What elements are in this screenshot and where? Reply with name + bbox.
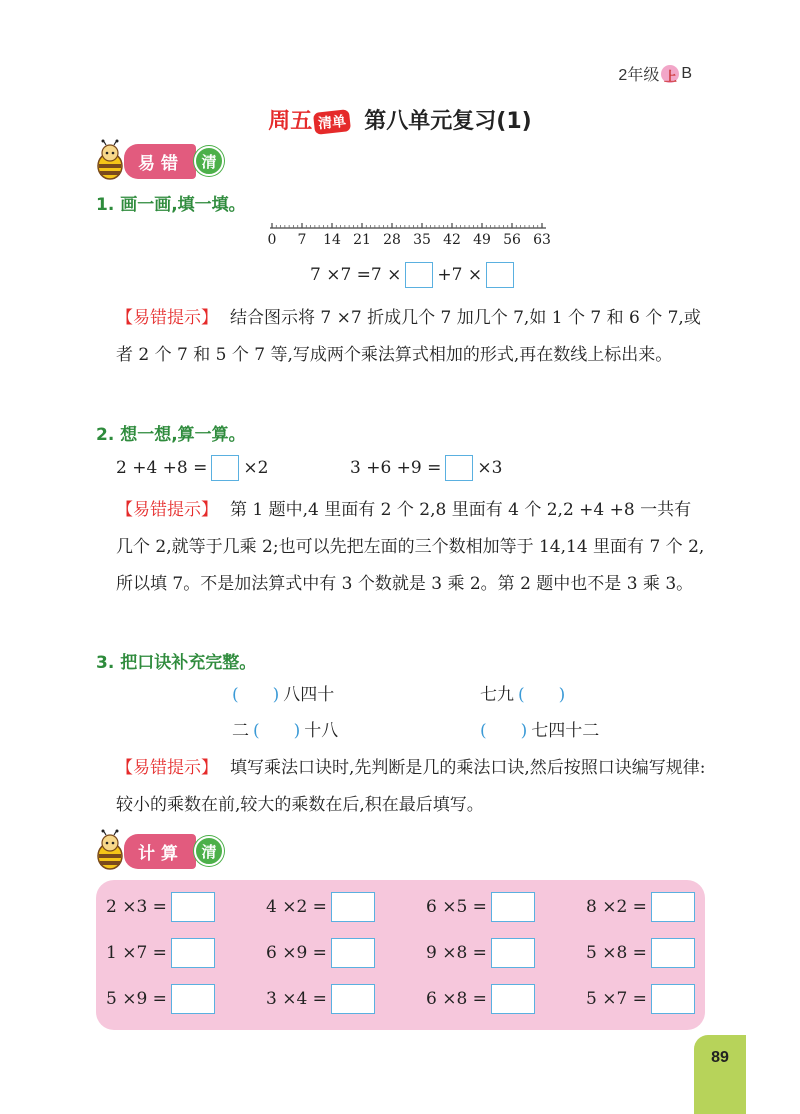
- section-tag-calc: [92, 830, 224, 872]
- equation-mid: +7 ×: [437, 265, 483, 285]
- calc-expression: 6 ×8 =: [426, 989, 487, 1009]
- rhyme-text: 八四十: [283, 685, 335, 705]
- calc-expression: 6 ×5 =: [426, 897, 487, 917]
- answer-box[interactable]: [445, 455, 473, 481]
- bee-icon: [92, 830, 128, 872]
- page-title: [0, 104, 800, 135]
- answer-box[interactable]: [211, 455, 239, 481]
- calc-item: [426, 984, 535, 1014]
- question-2-eq2: [350, 455, 502, 481]
- calc-expression: 1 ×7 =: [106, 943, 167, 963]
- calc-expression: 8 ×2 =: [586, 897, 647, 917]
- section-tag-errors: [92, 140, 224, 182]
- rhyme-item-3: [232, 716, 338, 741]
- calc-expression: 4 ×2 =: [266, 897, 327, 917]
- section-tag-label: 计算: [124, 834, 196, 869]
- rhyme-blank[interactable]: ( ): [232, 685, 280, 705]
- calc-item: [106, 984, 215, 1014]
- bee-icon: [92, 140, 128, 182]
- grade-suffix: B: [681, 64, 692, 82]
- question-3-tip: [116, 750, 706, 824]
- rhyme-item-4: [480, 716, 599, 741]
- question-1-equation: [310, 262, 514, 288]
- answer-box[interactable]: [331, 938, 375, 968]
- answer-box[interactable]: [171, 892, 215, 922]
- number-line-label: 14: [323, 232, 341, 248]
- number-line-label: 28: [383, 232, 401, 248]
- calc-item: [586, 984, 695, 1014]
- tip-text: 填写乘法口诀时,先判断是几的乘法口诀,然后按照口诀编写规律:较小的乘数在前,较大的乘数在后,积在最后填写。: [116, 758, 706, 815]
- number-line-label: 56: [503, 232, 521, 248]
- calc-expression: 6 ×9 =: [266, 943, 327, 963]
- calc-item: [266, 984, 375, 1014]
- grade-label: [618, 62, 692, 85]
- calc-item: [266, 892, 375, 922]
- eq-left: 3 +6 +9 =: [350, 458, 442, 478]
- calc-item: [106, 892, 215, 922]
- question-1-tip: [116, 300, 706, 374]
- number-line-label: 0: [267, 232, 277, 248]
- calculation-panel: [96, 880, 705, 1030]
- grade-prefix: 2年级: [618, 67, 660, 84]
- tip-text: 第 1 题中,4 里面有 2 个 2,8 里面有 4 个 2,2 +4 +8 一共有几个 2,就等于几乘 2;也可以先把左面的三个数相加等于 14,14 里面有 7 个 2,所以填 7。不是加法算式中有 3 个数就是 3 乘 2。第 2 题中也不是 3 乘 3。: [116, 500, 705, 594]
- rhyme-blank[interactable]: ( ): [480, 721, 528, 741]
- calc-expression: 5 ×8 =: [586, 943, 647, 963]
- answer-box[interactable]: [491, 892, 535, 922]
- calc-expression: 9 ×8 =: [426, 943, 487, 963]
- section-tag-circle: 清: [194, 146, 224, 176]
- answer-box[interactable]: [651, 892, 695, 922]
- calc-item: [426, 892, 535, 922]
- calc-expression: 5 ×9 =: [106, 989, 167, 1009]
- answer-box[interactable]: [171, 984, 215, 1014]
- number-line-label: 21: [353, 232, 371, 248]
- rhyme-text: 七四十二: [531, 721, 600, 741]
- answer-box[interactable]: [405, 262, 433, 288]
- answer-box[interactable]: [491, 984, 535, 1014]
- calc-item: [586, 938, 695, 968]
- answer-box[interactable]: [651, 984, 695, 1014]
- calc-expression: 2 ×3 =: [106, 897, 167, 917]
- calc-expression: 5 ×7 =: [586, 989, 647, 1009]
- rhyme-blank[interactable]: ( ): [518, 685, 566, 705]
- answer-box[interactable]: [491, 938, 535, 968]
- tip-label: 【易错提示】: [116, 500, 218, 520]
- question-2-tip: [116, 492, 706, 603]
- eq-left: 2 +4 +8 =: [116, 458, 208, 478]
- answer-box[interactable]: [651, 938, 695, 968]
- calc-item: [426, 938, 535, 968]
- rhyme-item-1: [232, 680, 334, 705]
- calc-item: [266, 938, 375, 968]
- number-line-label: 63: [533, 232, 551, 248]
- number-line-label: 49: [473, 232, 491, 248]
- tip-label: 【易错提示】: [116, 758, 218, 778]
- calc-item: [106, 938, 215, 968]
- number-line-label: 7: [297, 232, 307, 248]
- title-main: 第八单元复习(1): [364, 109, 532, 134]
- answer-box[interactable]: [171, 938, 215, 968]
- answer-box[interactable]: [331, 892, 375, 922]
- number-line-label: 35: [413, 232, 431, 248]
- number-line: [267, 222, 551, 252]
- rhyme-text: 十八: [304, 721, 339, 741]
- section-tag-label: 易错: [124, 144, 196, 179]
- rhyme-text: 七九: [480, 685, 514, 705]
- question-3-title: 3. 把口诀补充完整。: [96, 653, 257, 673]
- question-2-title: 2. 想一想,算一算。: [96, 425, 246, 445]
- title-day: 周五: [268, 109, 313, 134]
- question-1-title: 1. 画一画,填一填。: [96, 195, 246, 215]
- calc-item: [586, 892, 695, 922]
- answer-box[interactable]: [331, 984, 375, 1014]
- rhyme-item-2: [480, 680, 565, 705]
- eq-right: ×2: [243, 458, 269, 478]
- eq-right: ×3: [477, 458, 503, 478]
- rhyme-text: 二: [232, 721, 249, 741]
- title-stamp: 清单: [313, 109, 351, 135]
- rhyme-blank[interactable]: ( ): [253, 721, 301, 741]
- equation-left: 7 ×7 =7 ×: [310, 265, 402, 285]
- section-tag-circle: 清: [194, 836, 224, 866]
- grade-badge: 上: [661, 65, 679, 83]
- question-2-eq1: [116, 455, 268, 481]
- tip-label: 【易错提示】: [116, 308, 218, 328]
- page-number: 89: [694, 1035, 746, 1114]
- number-line-label: 42: [443, 232, 461, 248]
- calc-expression: 3 ×4 =: [266, 989, 327, 1009]
- tip-text: 结合图示将 7 ×7 折成几个 7 加几个 7,如 1 个 7 和 6 个 7,或者 2 个 7 和 5 个 7 等,写成两个乘法算式相加的形式,再在数线上标出来。: [116, 308, 701, 365]
- answer-box[interactable]: [486, 262, 514, 288]
